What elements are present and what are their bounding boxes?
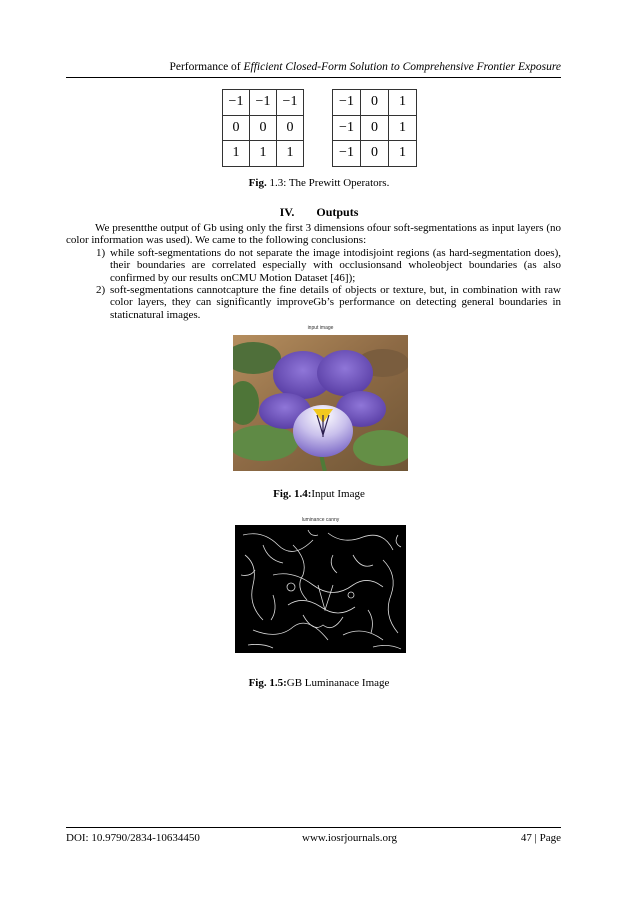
fig-1-3-caption bbox=[0, 177, 638, 189]
caption-text: The Prewitt Operators. bbox=[286, 177, 390, 189]
input-image-figure bbox=[233, 323, 408, 471]
matrix-cell: 1 bbox=[389, 90, 417, 116]
prewitt-matrix-vertical bbox=[332, 89, 417, 167]
caption-label: Fig. bbox=[248, 677, 267, 689]
section-heading bbox=[0, 205, 638, 220]
caption-label: Fig. bbox=[273, 488, 292, 500]
matrix-cell: −1 bbox=[333, 115, 361, 141]
matrix-cell: 1 bbox=[389, 115, 417, 141]
matrix-cell: 0 bbox=[250, 115, 277, 141]
footer-page-number: 47 | Page bbox=[520, 832, 561, 844]
matrix-cell: −1 bbox=[333, 141, 361, 167]
fig-1-4-caption bbox=[0, 488, 638, 500]
gb-luminance-figure bbox=[233, 515, 408, 655]
intro-paragraph: We presentthe output of Gb using only the first 3 dimensions ofour soft-segmentations as input layers (no color information was used). We came to the following conclusions: bbox=[66, 222, 561, 247]
matrix-cell: −1 bbox=[333, 90, 361, 116]
list-item-text: while soft-segmentations do not separate the image intodisjoint regions (as hard-segmentation does), their boundaries are correlated especially with occlusionsand wholeobject boundaries (as also confirmed by our results onCMU Motion Dataset [46]); bbox=[110, 246, 561, 284]
footer-doi: DOI: 10.9790/2834-10634450 bbox=[66, 832, 200, 844]
matrix-cell: −1 bbox=[277, 90, 304, 116]
prewitt-matrix-horizontal bbox=[222, 89, 304, 167]
list-item bbox=[66, 247, 561, 284]
prewitt-operators bbox=[0, 89, 638, 173]
matrix-cell: −1 bbox=[250, 90, 277, 116]
list-item-number: 2) bbox=[96, 284, 106, 297]
matrix-cell: 1 bbox=[250, 141, 277, 167]
matrix-cell: 0 bbox=[361, 90, 389, 116]
caption-number: 1.5: bbox=[266, 677, 287, 689]
caption-number: 1.4: bbox=[291, 488, 312, 500]
edge-map-image bbox=[233, 515, 408, 655]
list-item-number: 1) bbox=[96, 246, 106, 259]
matrix-cell: −1 bbox=[223, 90, 250, 116]
matrix-cell: 1 bbox=[223, 141, 250, 167]
matrix-cell: 1 bbox=[389, 141, 417, 167]
figure-inner-title: input image bbox=[307, 325, 334, 331]
matrix-cell: 0 bbox=[361, 115, 389, 141]
fig-1-5-caption bbox=[0, 677, 638, 689]
flower-image bbox=[233, 323, 408, 471]
running-header bbox=[66, 61, 561, 78]
caption-text: Input Image bbox=[311, 488, 365, 500]
header-paper-title: Efficient Closed-Form Solution to Comprehensive Frontier Exposure bbox=[243, 61, 561, 73]
caption-number: 1.3: bbox=[266, 177, 287, 189]
page-footer bbox=[66, 827, 561, 844]
matrix-cell: 0 bbox=[361, 141, 389, 167]
matrix-cell: 0 bbox=[223, 115, 250, 141]
caption-label: Fig. bbox=[248, 177, 267, 189]
header-prefix: Performance of bbox=[169, 61, 244, 73]
matrix-cell: 0 bbox=[277, 115, 304, 141]
list-item bbox=[66, 284, 561, 321]
caption-text: GB Luminanace Image bbox=[286, 677, 390, 689]
list-item-text: soft-segmentations cannotcapture the fine details of objects or texture, but, in combination with raw color layers, they can significantly improveGb’s performance on detecting general boundaries in staticnatural images. bbox=[110, 284, 561, 321]
figure-inner-title: luminance canny bbox=[301, 517, 340, 523]
section-number: IV. bbox=[279, 205, 295, 219]
footer-journal-link[interactable]: www.iosrjournals.org bbox=[302, 832, 398, 844]
conclusions-list bbox=[66, 247, 561, 321]
matrix-cell: 1 bbox=[277, 141, 304, 167]
section-body bbox=[66, 222, 561, 321]
section-title: Outputs bbox=[316, 205, 359, 219]
